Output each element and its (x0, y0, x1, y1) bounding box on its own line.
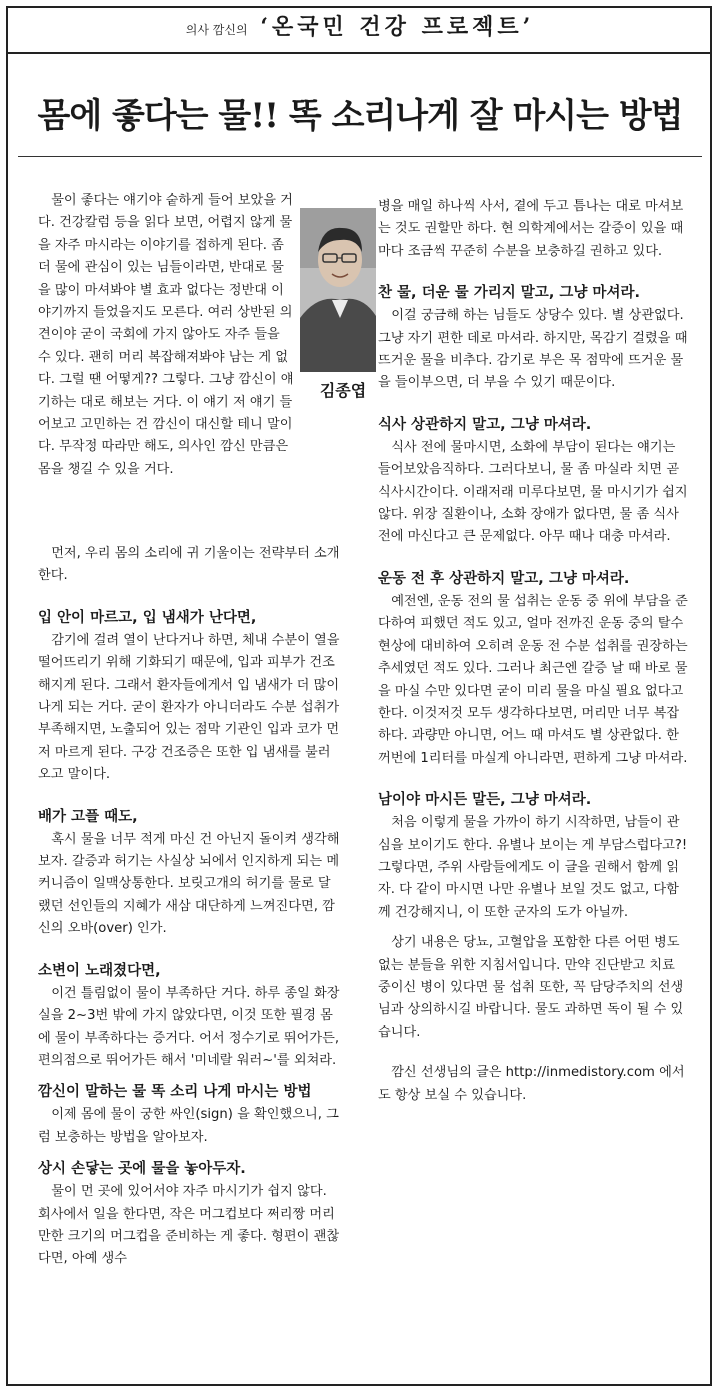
section-heading-others: 남이야 마시든 말든, 그냥 마셔라. (378, 792, 592, 809)
intro-paragraph-1: 물이 좋다는 얘기야 숱하게 들어 보았을 거다. 건강칼럼 등을 읽다 보면, 어렵지 않게 물을 자주 마시라는 이야기를 접하게 된다. 좀 더 물에 관심이 있는 님들이라면, 반대로 물을 많이 마셔봐야 별 효과 없다는 정반대 이야기까지 들었을지도 모른다. 여러 상반된 의견이야 굳이 국회에 가지 않아도 자주 들을 수 있다. 괜히 머리 복잡해져봐야 남는 게 없다. 그럴 땐 어떻게?? 그렇다. 그냥 깜신이 얘기하는 대로 해보는 거다. 이 얘기 저 얘기 들어보고 고민하는 건 깜신이 대신할 테니 말이다. 무작정 따라만 해도, 의사인 깜신 만큼은 몸을 챙길 수 있을 거다. (38, 193, 294, 477)
section-text-method: 이제 몸에 물이 궁한 싸인(sign) 을 확인했으니, 그럼 보충하는 방법을 알아보자. (38, 1107, 339, 1145)
author-name: 김종엽 (319, 381, 367, 400)
section-text-keep-water: 물이 먼 곳에 있어서야 자주 마시기가 쉽지 않다. 회사에서 일을 한다면, 작은 머그컵보다 쩌리짱 머리만한 크기의 머그컵을 준비하는 게 좋다. 형편이 괜찮다면, 아예 생수 (38, 1184, 340, 1267)
headline-rule (18, 156, 702, 157)
section-text-others: 처음 이렇게 물을 가까이 하기 시작하면, 남들이 관심을 보이기도 한다. 유별나 보이는 게 부담스럽다고?! 그렇다면, 주위 사람들에게도 이 글을 권해서 함께 읽자. 다 같이 마시면 나만 유별나 보일 것도 없고, 다함께 건강해지니, 이 또한 군자의 도가 아닐까. (378, 815, 688, 920)
disclaimer-paragraph: 상기 내용은 당뇨, 고혈압을 포함한 다른 어떤 병도 없는 분들을 위한 지침서입니다. 만약 진단받고 치료 중이신 병이 있다면 물 섭취 또한, 꼭 담당주치의 선생님과 상의하시길 바랍니다. 물도 과하면 독이 될 수 있습니다. (378, 935, 684, 1040)
section-text-dry-mouth: 감기에 걸려 열이 난다거나 하면, 체내 수분이 열을 떨어뜨리기 위해 기화되기 때문에, 입과 피부가 건조해지게 된다. 그래서 환자들에게서 입 냄새가 더 많이 나게 되는 거다. 굳이 환자가 아니더라도 수분 섭취가 부족해지면, 노출되어 있는 점막 기관인 입과 코가 먼저 마르게 된다. 구강 건조증은 또한 입 냄새를 불러오고 말이다. (38, 632, 340, 783)
series-prefix: 의사 깜신의 (185, 23, 248, 37)
left-column-top (38, 190, 296, 481)
left-column (38, 543, 340, 1271)
section-text-urine: 이건 틀림없이 물이 부족하단 거다. 하루 종일 화장실을 2~3번 밖에 가지 않았다면, 이것 또한 필경 몸에 물이 부족하다는 증거다. 어서 정수기로 뛰어가든, 편의점으로 뛰어가든 해서 '미네랄 워러~'를 외쳐라. (38, 985, 340, 1068)
article-headline: 몸에 좋다는 물!! 똑 소리나게 잘 마시는 방법 (37, 96, 683, 136)
intro-paragraph-2: 먼저, 우리 몸의 소리에 귀 기울이는 전략부터 소개한다. (38, 546, 340, 584)
section-text-exercise: 예전엔, 운동 전의 물 섭취는 운동 중 위에 부담을 준다하여 피했던 적도 있고, 얼마 전까진 운동 중의 탈수현상에 대비하여 오히려 운동 전 수분 섭취를 권장하는 추세였던 적도 있다. 그러나 최근엔 갈증 날 때 바로 물을 마실 수만 있다면 굳이 미리 물을 마실 필요 없다고 한다. 이것저것 모두 생각하다보면, 머리만 너무 복잡하다. 과량만 아니면, 어느 때 마셔도 별 상관없다. 한꺼번에 1리터를 마실게 아니라면, 편하게 그냥 마셔라. (378, 593, 688, 766)
section-text-meal: 식사 전에 물마시면, 소화에 부담이 된다는 얘기는 들어보았음직하다. 그러다보니, 물 좀 마실라 치면 곧 식사시간이다. 이래저래 미루다보면, 물 마시기가 쉽지 않다. 위장 질환이나, 소화 장애가 없다면, 물 좀 식사 전에 마신다고 큰 문제없다. 아무 때나 대충 마셔라. (378, 439, 688, 545)
continued-paragraph: 병을 매일 하나씩 사서, 곁에 두고 틈나는 대로 마셔보는 것도 권할만 하다. 현 의학계에서는 갈증이 있을 때마다 조금씩 꾸준히 수분을 보충하길 권하고 있다. (378, 199, 684, 259)
section-text-hungry: 혹시 물을 너무 적게 마신 건 아닌지 돌이켜 생각해보자. 갈증과 허기는 사실상 뇌에서 인지하게 되는 메커니즘이 일맥상통한다. 보릿고개의 허기를 물로 달랬던 선인들의 지혜가 새삼 대단하게 느껴진다면, 깜신의 오바(over) 인가. (38, 831, 340, 937)
section-heading-hungry: 배가 고플 때도, (38, 808, 138, 825)
series-title: ‘온국민 건강 프로젝트’ (260, 14, 535, 40)
author-photo (300, 208, 376, 372)
section-heading-dry-mouth: 입 안이 마르고, 입 냄새가 난다면, (38, 609, 257, 626)
section-heading-exercise: 운동 전 후 상관하지 말고, 그냥 마셔라. (378, 570, 630, 587)
section-heading-keep-water: 상시 손닿는 곳에 물을 놓아두자. (38, 1161, 246, 1178)
section-heading-temperature: 찬 물, 더운 물 가리지 말고, 그냥 마셔라. (378, 285, 640, 302)
section-heading-method: 깜신이 말하는 물 똑 소리 나게 마시는 방법 (38, 1084, 312, 1101)
header-rule (6, 52, 712, 54)
section-heading-urine: 소변이 노래졌다면, (38, 962, 161, 979)
source-paragraph: 깜신 선생님의 글은 http://inmedistory.com 에서도 항상 보실 수 있습니다. (378, 1065, 685, 1103)
right-column (378, 196, 690, 1107)
section-text-temperature: 이걸 궁금해 하는 님들도 상당수 있다. 별 상관없다. 그냥 자기 편한 데로 마셔라. 하지만, 목감기 걸렸을 때 뜨거운 물을 비추다. 감기로 부은 목 점막에 뜨거운 물을 들이부으면, 더 부을 수 있기 때문이다. (378, 308, 688, 391)
section-heading-meal: 식사 상관하지 말고, 그냥 마셔라. (378, 416, 592, 433)
series-header (0, 10, 720, 41)
